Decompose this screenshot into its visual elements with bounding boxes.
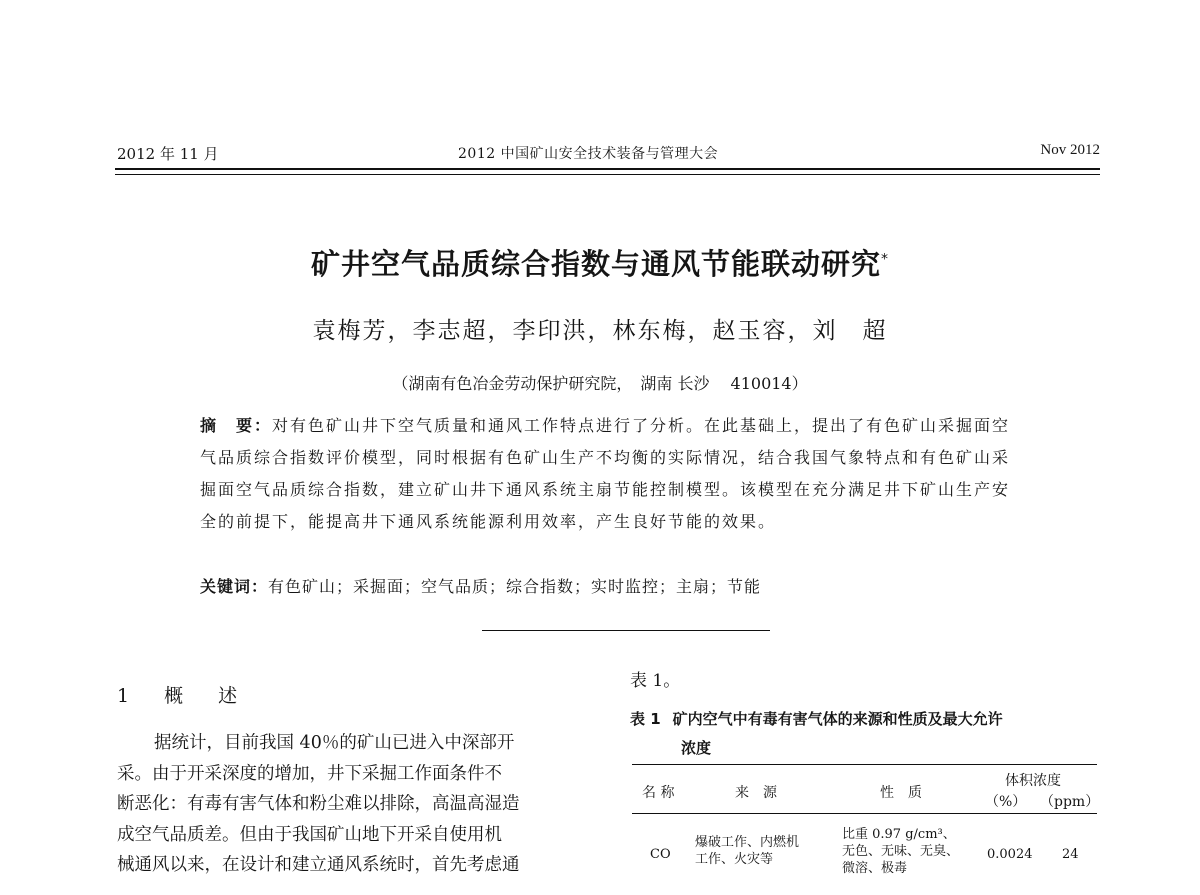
keywords <box>200 574 761 597</box>
table-reference: 表 1。 <box>630 671 681 691</box>
table-cell-line: 工作、火灾等 <box>695 852 774 867</box>
body-line: 据统计，目前我国 40％的矿山已进入中深部开 <box>154 733 515 753</box>
body-line: 械通风以来，在设计和建立通风系统时，首先考虑通 <box>117 855 520 875</box>
paper-title <box>0 242 1200 283</box>
caption-text-2: 浓度 <box>681 739 712 757</box>
table-cell-source <box>695 834 799 868</box>
table-header-name: 名 称 <box>642 785 675 801</box>
caption-line-1 <box>630 705 1100 734</box>
table-header-concentration: 体积浓度 <box>1005 773 1061 789</box>
section-heading: 1 概 述 <box>117 685 246 707</box>
authors: 袁梅芳，李志超，李印洪，林东梅，赵玉容，刘 超 <box>312 318 888 344</box>
table-header-ppm: （ppm） <box>1040 794 1100 810</box>
abstract-text: 对有色矿山井下空气质量和通风工作特点进行了分析。在此基础上，提出了有色矿山采掘面空气品质综合指数评价模型，同时根据有色矿山生产不均衡的实际情况，结合我国气象特点和有色矿山采掘面空气品质综合指数，建立矿山井下通风系统主扇节能控制模型。该模型在充分满足井下矿山生产安全的前提下，能提高井下通风系统能源利用效率，产生良好节能的效果。 <box>200 416 1011 531</box>
table-cell-line: 无色、无味、无臭、 <box>842 844 960 859</box>
title-footnote-mark: * <box>881 251 889 268</box>
table-caption <box>630 705 1100 763</box>
table-cell-line: 微溶、极毒 <box>842 861 908 876</box>
affiliation: （湖南有色冶金劳动保护研究院， 湖南 长沙 410014） <box>392 374 808 393</box>
abstract <box>200 410 1018 538</box>
table-cell-line: 比重 0.97 g/cm³、 <box>842 827 956 842</box>
section-body <box>117 728 595 881</box>
body-line: 采。由于开采深度的增加，井下采掘工作面条件不 <box>117 763 502 784</box>
body-line: 成空气品质差。但由于我国矿山地下开采自使用机 <box>117 824 502 845</box>
table-cell-ppm: 24 <box>1062 847 1079 862</box>
header-conference: 2012 中国矿山安全技术装备与管理大会 <box>458 146 719 162</box>
caption-number: 表 1 <box>630 710 661 728</box>
keywords-text: 有色矿山；采掘面；空气品质；综合指数；实时监控；主扇；节能 <box>268 577 762 596</box>
table-top-rule <box>632 764 1097 765</box>
table-header-percent: （%） <box>985 794 1027 810</box>
header-rule <box>115 168 1100 170</box>
paper-title-text: 矿井空气品质综合指数与通风节能联动研究 <box>310 247 881 281</box>
table-cell-property <box>842 826 959 877</box>
abstract-divider <box>482 630 770 631</box>
keywords-label: 关键词： <box>200 577 269 596</box>
abstract-label: 摘 要： <box>200 416 273 435</box>
table-header-source: 来 源 <box>735 785 777 801</box>
table-cell-percent: 0.0024 <box>987 847 1033 862</box>
caption-text-1: 矿内空气中有毒有害气体的来源和性质及最大允许 <box>672 710 1003 728</box>
table-header-property: 性 质 <box>880 785 922 801</box>
body-line: 断恶化：有毒有害气体和粉尘难以排除，高温高湿造 <box>117 794 520 814</box>
table-header-rule <box>632 813 1097 814</box>
header-date: 2012 年 11 月 <box>117 145 219 163</box>
header-rule-thin <box>115 174 1100 175</box>
header-date-en: Nov 2012 <box>1040 142 1100 158</box>
table-cell-line: 爆破工作、内燃机 <box>695 835 800 850</box>
table-cell-name: CO <box>650 847 671 862</box>
